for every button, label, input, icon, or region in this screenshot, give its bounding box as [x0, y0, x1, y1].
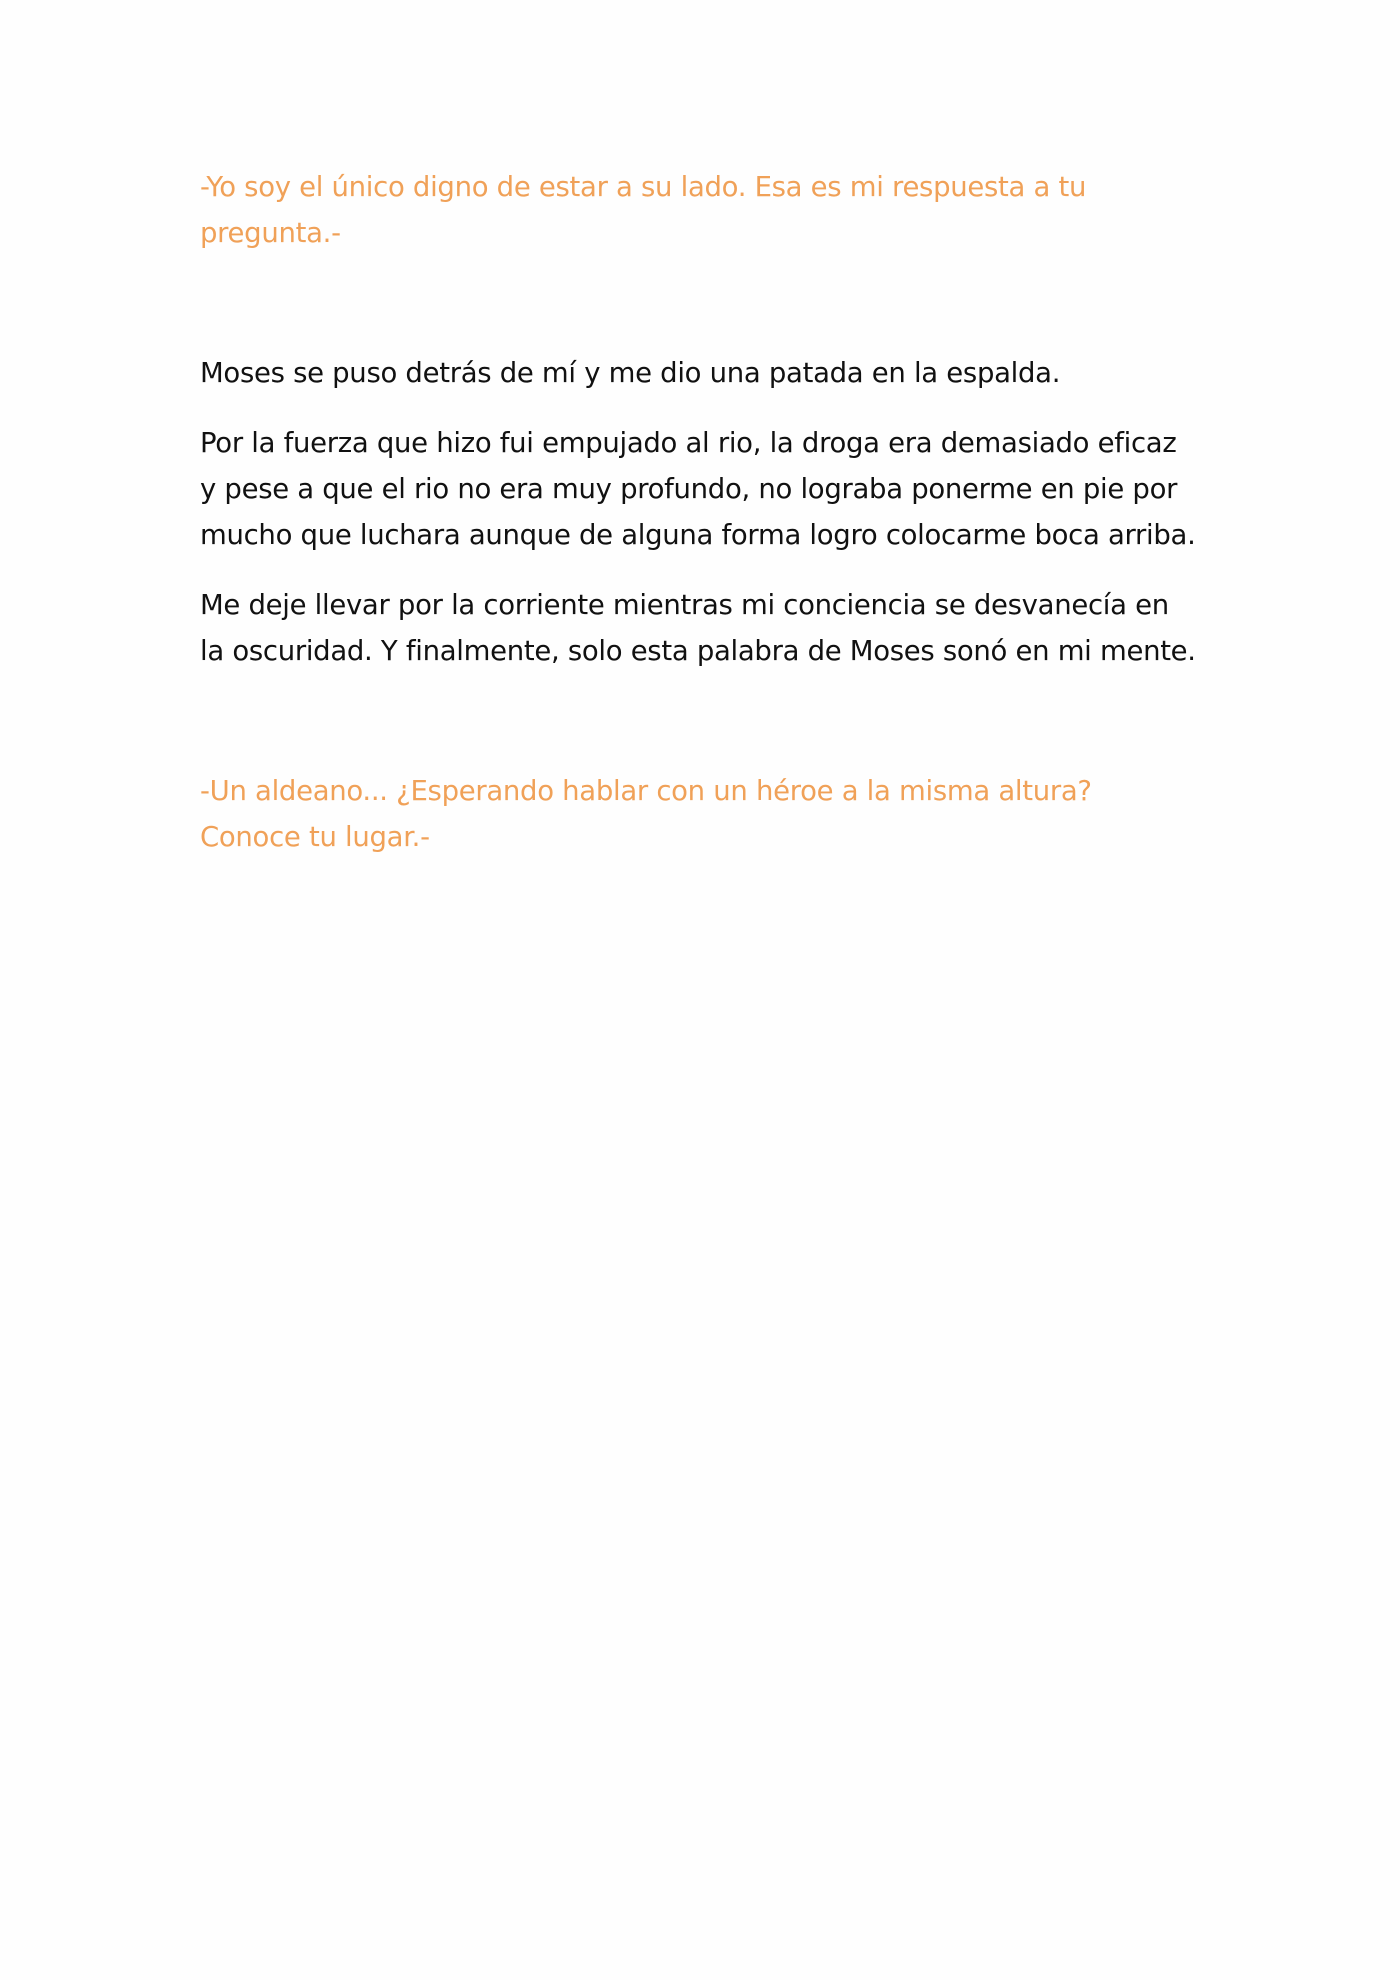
narration-paragraph-3: Me deje llevar por la corriente mientras mi conciencia se desvanecía en la oscuridad. Y finalmente, solo esta palabra de Moses sonó en mi mente. — [200, 589, 1196, 667]
narration-paragraph-1: Moses se puso detrás de mí y me dio una patada en la espalda. — [200, 357, 1061, 389]
dialogue-line-2: -Un aldeano... ¿Esperando hablar con un héroe a la misma altura? Conoce tu lugar.- — [200, 775, 1092, 853]
narration-paragraph-2: Por la fuerza que hizo fui empujado al rio, la droga era demasiado eficaz y pese a que el rio no era muy profundo, no lograba ponerme en pie por mucho que luchara aunque de alguna forma logro colocarme boca arriba. — [200, 427, 1196, 551]
dialogue-line-1: -Yo soy el único digno de estar a su lado. Esa es mi respuesta a tu pregunta.- — [200, 171, 1087, 249]
